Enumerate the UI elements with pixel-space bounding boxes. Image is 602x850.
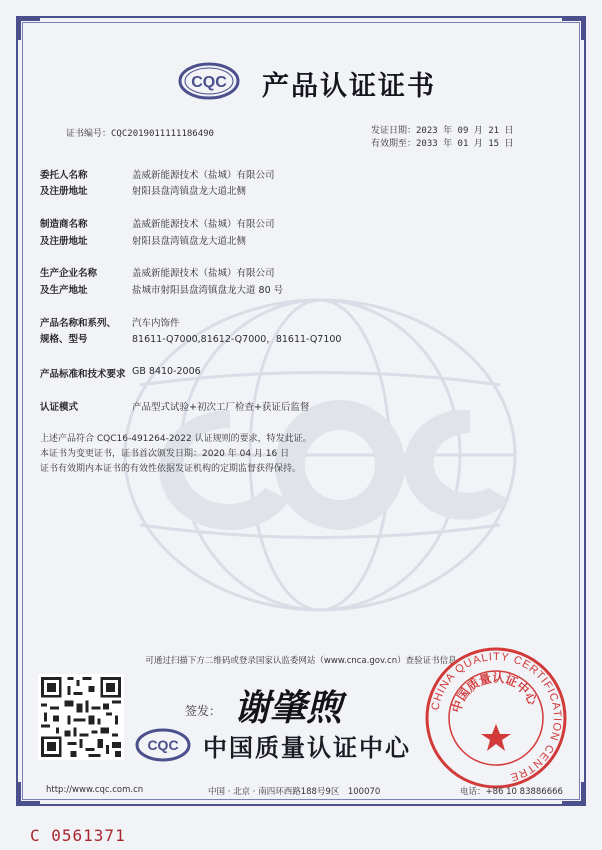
org-phone: 电话：+86 10 83886666 xyxy=(460,787,563,797)
field-value: 产品型式试验+初次工厂检查+获证后监督 xyxy=(132,402,310,413)
valid-until: 有效期至：2033 年 01 月 15 日 xyxy=(371,139,514,149)
signer-label: 签发： xyxy=(185,704,222,718)
field-label: 及生产地址 xyxy=(40,285,88,296)
field-label: 委托人名称 xyxy=(40,170,88,181)
issuing-organization: 中国质量认证中心 xyxy=(203,734,411,762)
field-label: 产品标准和技术要求 xyxy=(40,369,126,380)
field-label: 生产企业名称 xyxy=(40,268,98,279)
certificate-notes xyxy=(40,432,312,477)
note-line: 本证书为变更证书，证书首次颁发日期：2020 年 04 月 16 日 xyxy=(40,449,290,459)
official-seal xyxy=(424,646,568,790)
cqc-logo xyxy=(178,62,240,100)
serial-number: C 0561371 xyxy=(30,826,126,845)
field-value: 盖威新能源技术（盐城）有限公司 xyxy=(132,268,275,279)
qr-code[interactable] xyxy=(38,674,124,760)
field-value: 盖威新能源技术（盐城）有限公司 xyxy=(132,170,275,181)
field-value: 汽车内饰件 xyxy=(132,318,180,329)
field-label: 及注册地址 xyxy=(40,236,88,247)
certificate-title: 产品认证证书 xyxy=(262,71,436,102)
cqc-footer-logo xyxy=(135,728,191,762)
svg-text:CQC: CQC xyxy=(147,737,179,753)
scan-verification-note: 可通过扫描下方二维码或登录国家认监委网站（www.cnca.gov.cn）查验证书信息 xyxy=(145,656,457,666)
field-value: 射阳县盘湾镇盘龙大道北侧 xyxy=(132,186,247,197)
field-value: 射阳县盘湾镇盘龙大道北侧 xyxy=(132,236,247,247)
signature xyxy=(230,678,380,732)
field-label: 制造商名称 xyxy=(40,219,88,230)
field-value: 81611-Q7000,81612-Q7000，81611-Q7100 xyxy=(132,334,342,345)
field-value: 盖威新能源技术（盐城）有限公司 xyxy=(132,219,275,230)
field-label: 规格、型号 xyxy=(40,334,88,345)
corner-ornament xyxy=(18,18,40,40)
svg-text:CHINA QUALITY CERTIFICATION CE: CHINA QUALITY CERTIFICATION CENTRE xyxy=(429,650,564,784)
svg-text:CQC: CQC xyxy=(191,74,227,91)
field-value: 盐城市射阳县盘湾镇盘龙大道 80 号 xyxy=(132,285,284,296)
svg-text:中国质量认证中心: 中国质量认证中心 xyxy=(449,670,540,715)
field-label: 产品名称和系列、 xyxy=(40,318,117,329)
website-link[interactable]: http://www.cqc.com.cn xyxy=(46,785,144,795)
org-address: 中国 · 北京 · 南四环西路188号9区 100070 xyxy=(208,787,381,797)
issue-date: 发证日期：2023 年 09 月 21 日 xyxy=(371,126,514,136)
certificate-number: 证书编号：CQC2019011111186490 xyxy=(66,129,214,139)
corner-ornament xyxy=(18,782,40,804)
field-value: GB 8410-2006 xyxy=(132,366,201,377)
field-label: 认证模式 xyxy=(40,402,79,413)
field-label: 及注册地址 xyxy=(40,186,88,197)
corner-ornament xyxy=(562,18,584,40)
svg-text:谢肇煦: 谢肇煦 xyxy=(234,687,343,729)
note-line: 上述产品符合 CQC16-491264-2022 认证规则的要求，特发此证。 xyxy=(40,434,312,444)
certificate-header xyxy=(0,62,602,102)
note-line: 证书有效期内本证书的有效性依据发证机构的定期监督获得保持。 xyxy=(40,464,302,474)
